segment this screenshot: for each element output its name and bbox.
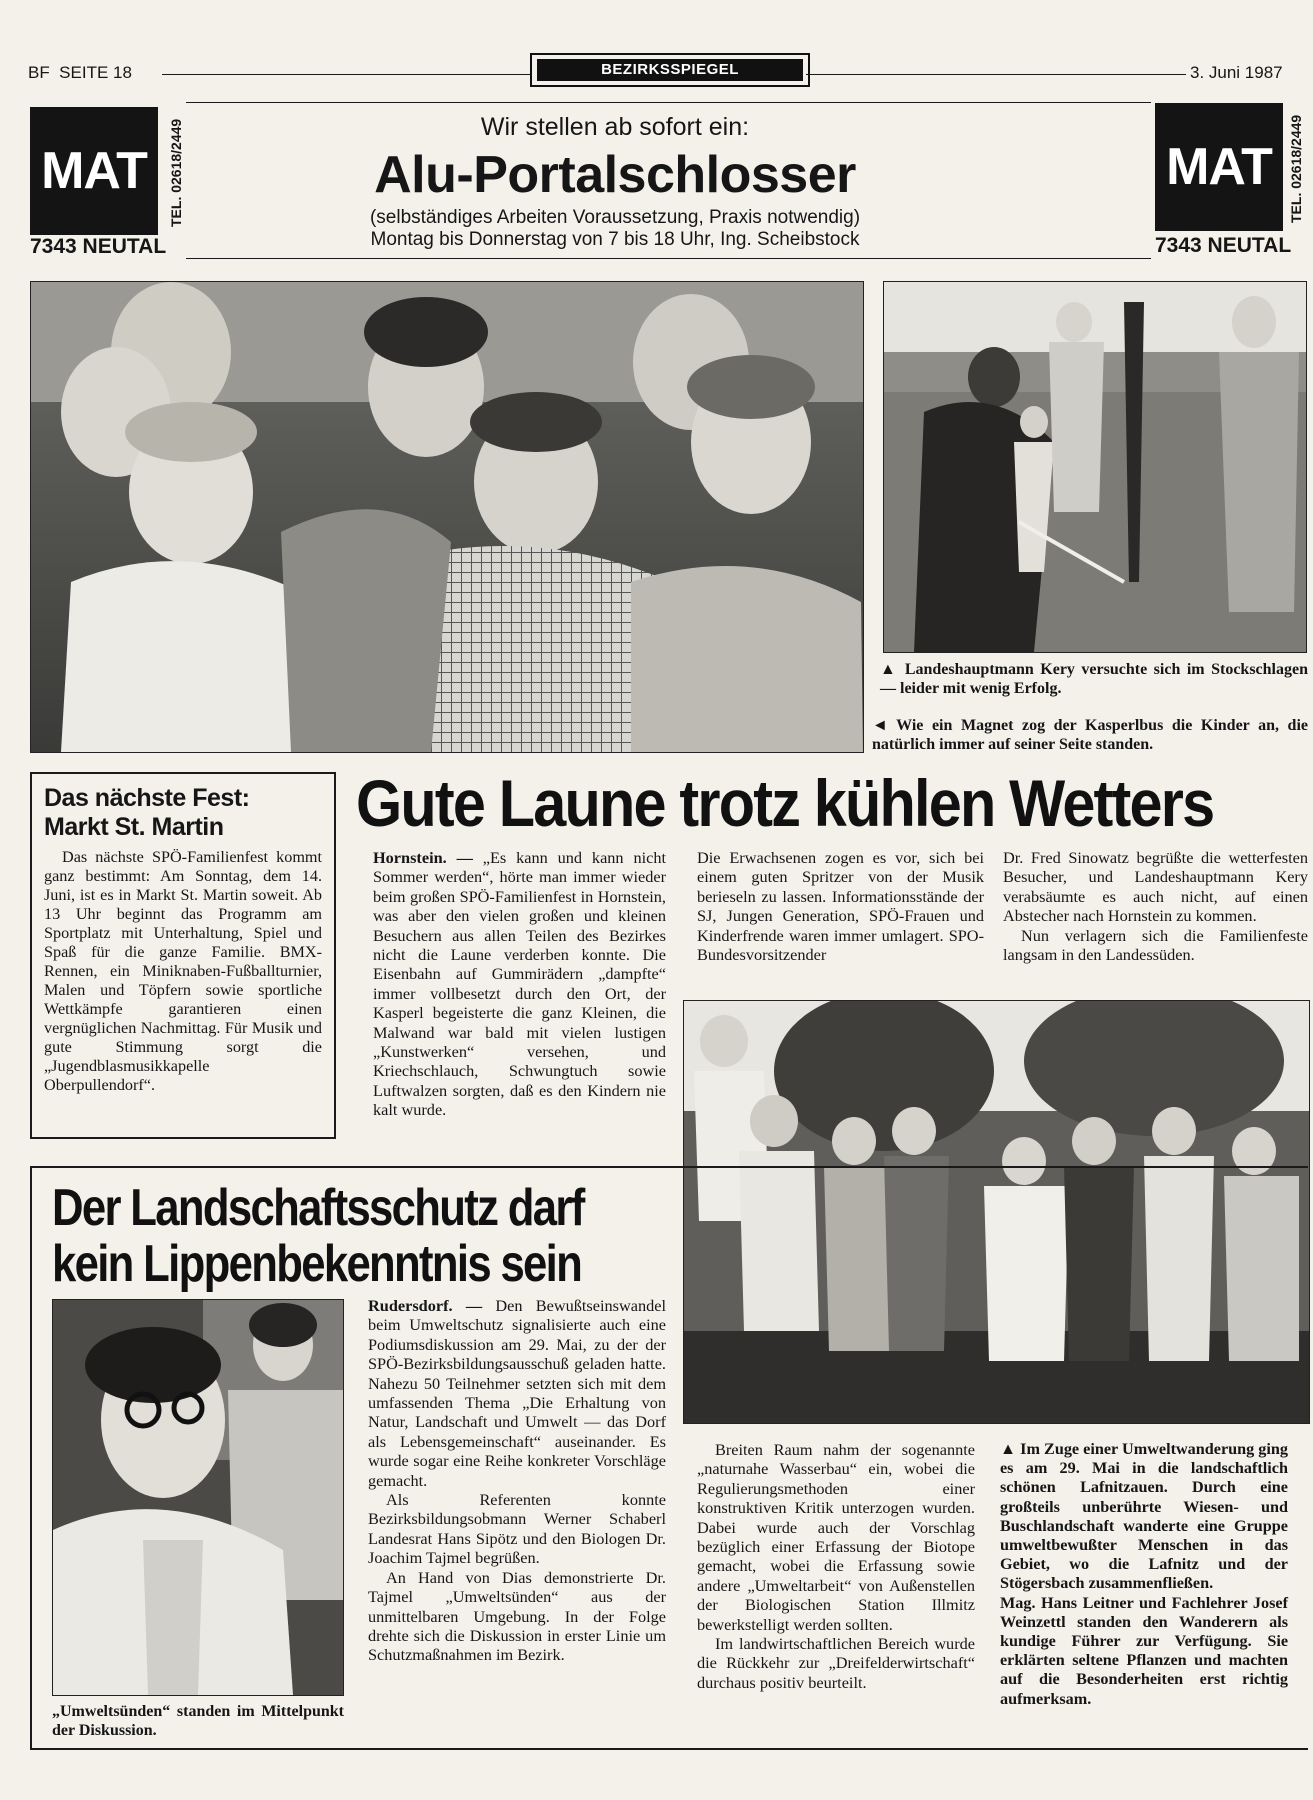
caption-wanderung-para2: Mag. Hans Leitner und Fachlehrer Josef Weinzettl standen den Wanderern als kundige Führer zur Verfügung. Sie erklärten seltene Pflanzen und machten auf die Besonderheiten erst richtig aufmerksam. — [1000, 1593, 1288, 1708]
sidebar-text — [44, 848, 322, 1095]
sidebar-title — [44, 784, 322, 842]
sidebar-paragraph: Das nächste SPÖ-Familienfest kommt ganz bestimmt: Am Sonntag, dem 14. Juni, ist es in Markt St. Martin soweit. Ab 13 Uhr beginnt das Programm am Sportplatz mit Unterhaltung, Spiel und Spaß für die ganze Familie. BMX-Rennen, ein Miniknaben-Fußballturnier, Malen und Töpfern sowie sportliche Wettkämpfe garantieren einen vergnüglichen Nachmittag. Für Musik und gute Stimmung sorgt die „Jugendblasmusikkapelle Oberpullendorf“. — [44, 848, 322, 1094]
article1-col3-para2: Nun verlagern sich die Familienfeste langsam in den Landessüden. — [1003, 925, 1308, 965]
mat-logo-right: MAT — [1155, 103, 1283, 231]
article1-col2-text: Die Erwachsenen zogen es vor, sich bei einem guten Spritzer von der Musik berieseln zu lassen. Informationsstände der SJ, Jungen Generation, SPÖ-Frauen und Kinderfrende waren immer umlagert. SPO-Bundesvorsitzender — [697, 848, 984, 965]
sidebar-next-fest — [30, 772, 336, 1139]
ad-city-left: 7343 NEUTAL — [30, 235, 167, 258]
article2-headline-line1: Der Landschaftsschutz darf — [52, 1179, 584, 1237]
ad-tel-left: TEL. 02618/2449 — [168, 118, 184, 227]
article2-col1 — [368, 1296, 666, 1665]
caption-wanderung — [1000, 1440, 1288, 1709]
sidebar-title-line2: Markt St. Martin — [44, 813, 224, 841]
article1-headline: Gute Laune trotz kühlen Wetters — [356, 766, 1214, 840]
section-title: BEZIRKSSPIEGEL — [537, 59, 803, 81]
caption-kery: ▲ Landeshauptmann Kery versuchte sich im Stockschlagen — leider mit wenig Erfolg. — [880, 661, 1308, 697]
caption-kasperl: ◄ Wie ein Magnet zog der Kasperlbus die Kinder an, die natürlich immer auf seiner Seite standen. — [872, 717, 1308, 753]
article1-dateline: Hornstein. — — [373, 848, 473, 867]
job-ad — [0, 95, 1313, 265]
article2-col1-para3: An Hand von Dias demonstrierte Dr. Tajmel „Umweltsünden“ aus der unmittelbaren Umgebung. In der Folge drehte sich die Diskussion in erster Linie um Schutzmaßnahmen im Bezirk. — [368, 1567, 666, 1665]
ad-city-right: 7343 NEUTAL — [1155, 234, 1292, 257]
caption-umweltsuenden: „Umweltsünden“ standen im Mittelpunkt der Diskussion. — [52, 1703, 344, 1739]
sidebar-title-line1: Das nächste Fest: — [44, 784, 250, 812]
article2-col2-para1: Breiten Raum nahm der sogenannte „naturnahe Wasserbau“ ein, wobei die Regulierungsmethoden einer konstruktiven Kritik unterzogen wurden. Dabei wurde auch der Vorschlag bezüglich einer Erfassung der Biotope gemacht, wobei die Erfassung sowie andere „Umweltarbeit“ von Außenstellen der Biologischen Station Illmitz bewerkstelligt werden sollten. — [697, 1440, 975, 1634]
issue-date: 3. Juni 1987 — [1190, 63, 1283, 82]
article2-col2-para2: Im landwirtschaftlichen Bereich wurde die Rückkehr zur „Dreifelderwirtschaft“ durchaus positiv beurteilt. — [697, 1634, 975, 1692]
article1-col1-text: „Es kann und kann nicht Sommer werden“, hörte man immer wieder beim großen SPÖ-Familienfest in Hornstein, was aber den vielen großen und kleinen Besuchern aus allen Teilen des Bezirkes nicht die Laune verderben konnte. Die Eisenbahn auf Gummirädern „dampfte“ immer vollbesetzt durch den Ort, der Kasperl begeisterte die ganz Kleinen, die Malwand war bald mit vielen lustigen „Kunstwerken“ versehen, und Kriechschlauch, Schwungtuch sowie Luftwalzen sorgten, daß es den Kindern nie kalt wurde. — [373, 848, 666, 1120]
page-number: BF SEITE 18 — [28, 63, 132, 82]
ad-tel-right: TEL. 02618/2449 — [1288, 114, 1304, 223]
article2-col2 — [697, 1440, 975, 1692]
article1-col3-para1: Dr. Fred Sinowatz begrüßte die wetterfesten Besucher, und Landeshauptmann Kery verabsäumte es auch nicht, auf einen Abstecher nach Hornstein zu kommen. — [1003, 848, 1308, 926]
photo-children-kasperl — [30, 281, 864, 753]
ad-requirements: (selbständiges Arbeiten Voraussetzung, Praxis notwendig) — [369, 207, 861, 228]
ad-job-title: Alu-Portalschlosser — [374, 146, 856, 204]
section-banner — [530, 53, 810, 87]
photo-kery-stockschlagen — [883, 281, 1307, 653]
ad-hours: Montag bis Donnerstag von 7 bis 18 Uhr, Ing. Scheibstock — [370, 229, 860, 250]
article2-dateline: Rudersdorf. — — [368, 1296, 483, 1315]
article2-col1-para1: Den Bewußtseinswandel beim Umweltschutz signalisierte auch eine Podiumsdiskussion am 29. Mai, zu der der SPÖ-Bezirksbildungsausschuß geladen hatte. Nahezu 50 Teilnehmer setzten sich mit dem umfassenden Thema „Die Erhaltung von Natur, Landschaft und Umwelt — das Dorf als Lebensgemeinschaft“ auseinander. Es wurde sogar eine Reihe konkreter Vorschläge gemacht. — [368, 1296, 667, 1490]
caption-wanderung-para1: ▲ Im Zuge einer Umweltwanderung ging es am 29. Mai in die landschaftlich schönen Lafnitzauen. Durch eine großteils unberührte Wiesen- und Buschlandschaft wanderte eine Gruppe umweltbewußter Menschen in das Gebiet, wo die Lafnitz und der Stögersbach zusammenfließen. — [1000, 1440, 1288, 1593]
photo-podiumsdiskussion — [52, 1299, 344, 1696]
article2-headline-line2: kein Lippenbekenntnis sein — [52, 1235, 582, 1293]
mat-logo-left: MAT — [30, 107, 158, 235]
article1-col2 — [697, 848, 984, 964]
ad-intro: Wir stellen ab sofort ein: — [480, 113, 750, 141]
article2-col1-para2: Als Referenten konnte Bezirksbildungsobmann Werner Schaberl Landesrat Hans Sipötz und den Biologen Dr. Joachim Tajmel begrüßen. — [368, 1490, 666, 1568]
article1-col3 — [1003, 848, 1308, 964]
article1-col1 — [373, 848, 666, 1120]
